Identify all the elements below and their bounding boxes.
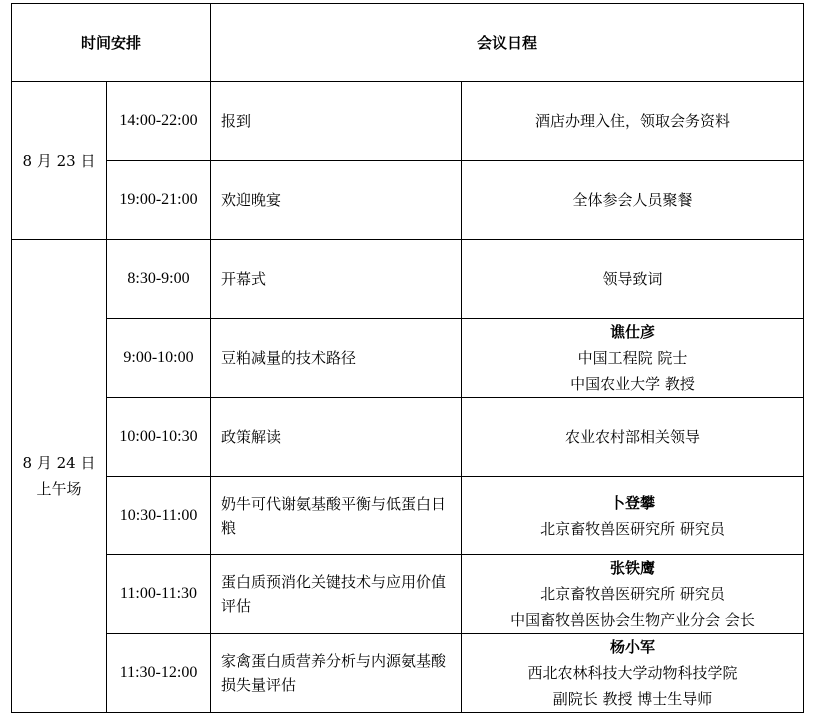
topic-cell: 蛋白质预消化关键技术与应用价值评估 <box>221 573 447 615</box>
detail-line: 北京畜牧兽医研究所 研究员 <box>540 519 725 538</box>
day-date-cell <box>12 82 106 239</box>
detail-cell <box>462 82 803 160</box>
speaker-name: 卜登攀 <box>609 493 655 512</box>
topic-cell: 豆粕减量的技术路径 <box>221 349 357 367</box>
time-cell: 14:00-22:00 <box>119 112 198 129</box>
day-date-cell <box>12 240 106 712</box>
detail-line: 中国畜牧兽医协会生物产业分会 会长 <box>510 611 755 629</box>
border-right <box>803 3 804 713</box>
topic-cell: 开幕式 <box>221 270 267 288</box>
topic-cell: 欢迎晚宴 <box>221 191 282 209</box>
detail-line: 中国农业大学 教授 <box>570 375 695 393</box>
border-bottom <box>11 712 804 713</box>
speaker-name: 杨小军 <box>609 638 655 656</box>
detail-cell <box>462 161 803 239</box>
detail-line: 农业农村部相关领导 <box>564 428 700 446</box>
detail-line: 西北农林科技大学动物科技学院 <box>527 664 738 682</box>
detail-cell <box>462 634 803 712</box>
day-session: 上午场 <box>36 480 82 498</box>
speaker-name: 谯仕彦 <box>609 323 655 341</box>
time-cell: 19:00-21:00 <box>119 191 198 208</box>
time-cell: 10:30-11:00 <box>119 506 198 524</box>
detail-cell <box>462 319 803 397</box>
day-date: 8 月 23 日 <box>22 151 96 170</box>
time-cell: 11:00-11:30 <box>119 585 198 602</box>
header-agenda: 会议日程 <box>476 33 537 52</box>
topic-cell: 报到 <box>221 112 252 130</box>
detail-line: 副院长 教授 博士生导师 <box>552 690 713 708</box>
topic-cell: 家禽蛋白质营养分析与内源氨基酸损失量评估 <box>221 652 447 694</box>
header-time: 时间安排 <box>80 33 141 52</box>
detail-line: 北京畜牧兽医研究所 研究员 <box>540 585 725 603</box>
speaker-name: 张铁鹰 <box>609 559 655 577</box>
detail-line: 中国工程院 院士 <box>577 349 688 367</box>
detail-cell <box>462 555 803 633</box>
detail-line: 全体参会人员聚餐 <box>572 191 693 209</box>
detail-cell <box>462 477 803 554</box>
time-cell: 8:30-9:00 <box>127 270 190 287</box>
topic-cell: 奶牛可代谢氨基酸平衡与低蛋白日粮 <box>221 494 447 537</box>
time-cell: 11:30-12:00 <box>119 664 198 681</box>
detail-cell <box>462 240 803 318</box>
detail-line: 酒店办理入住，领取会务资料 <box>534 112 730 130</box>
detail-cell <box>462 398 803 476</box>
time-cell: 9:00-10:00 <box>123 349 194 366</box>
day-date: 8 月 24 日 <box>22 454 96 472</box>
detail-line: 领导致词 <box>602 270 663 288</box>
time-cell: 10:00-10:30 <box>119 428 198 445</box>
topic-cell: 政策解读 <box>221 428 282 446</box>
